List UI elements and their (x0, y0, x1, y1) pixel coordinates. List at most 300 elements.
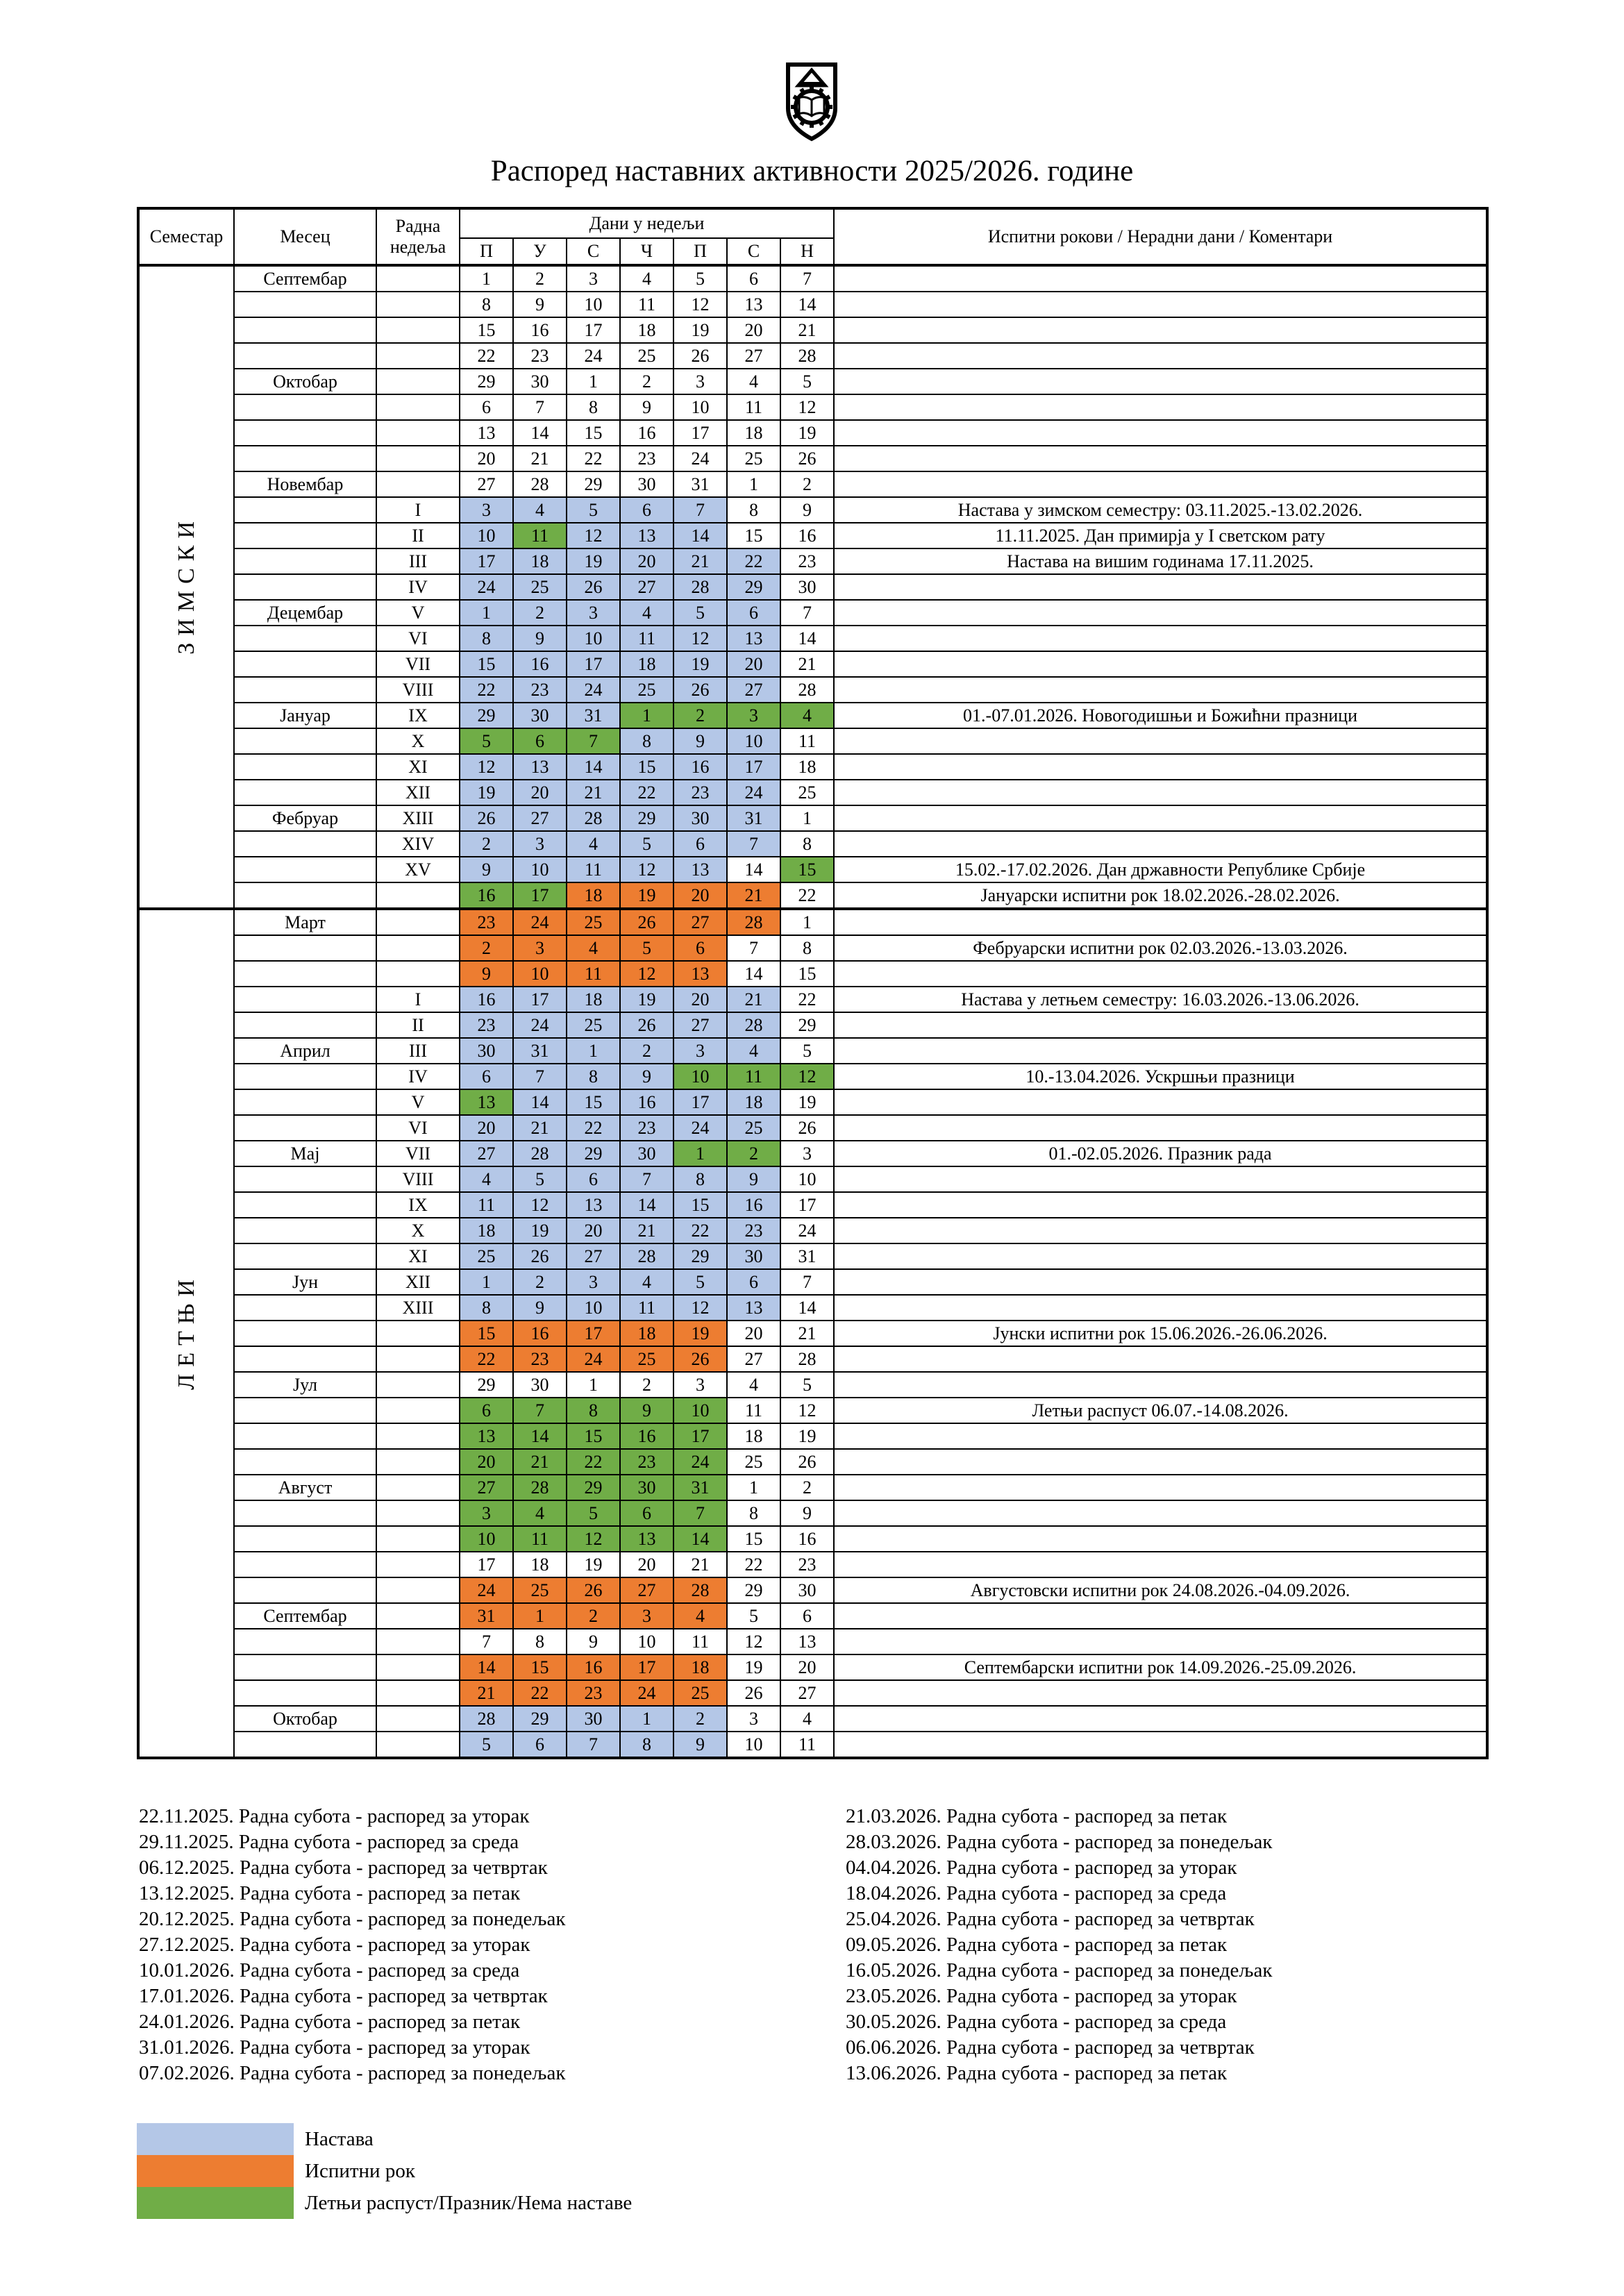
week-row (138, 1012, 1487, 1038)
day-cell: 19 (673, 317, 727, 343)
work-week-number (376, 1552, 460, 1577)
day-cell: 28 (780, 343, 834, 369)
legend (137, 2123, 632, 2219)
week-row (138, 1526, 1487, 1552)
day-cell: 7 (780, 600, 834, 626)
month-cell (234, 1680, 376, 1706)
day-cell: 26 (673, 677, 727, 703)
day-cell: 5 (780, 1038, 834, 1064)
day-cell: 11 (727, 394, 780, 420)
day-cell: 20 (727, 651, 780, 677)
comment-cell (834, 831, 1487, 857)
day-cell: 8 (460, 292, 513, 317)
day-cell: 28 (673, 1577, 727, 1603)
day-cell: 29 (460, 369, 513, 394)
comment-cell (834, 805, 1487, 831)
work-week-number: V (376, 600, 460, 626)
day-cell: 21 (567, 780, 620, 805)
week-row (138, 703, 1487, 728)
day-cell: 14 (780, 1295, 834, 1321)
legend-label: Испитни рок (305, 2159, 415, 2182)
day-cell: 30 (460, 1038, 513, 1064)
month-cell (234, 728, 376, 754)
day-cell: 3 (727, 1706, 780, 1732)
day-cell: 26 (673, 1346, 727, 1372)
week-row (138, 626, 1487, 651)
day-cell: 1 (727, 1475, 780, 1500)
day-cell: 11 (727, 1398, 780, 1423)
day-cell: 24 (513, 909, 567, 935)
day-cell: 2 (727, 1141, 780, 1166)
header-day-letter-mon: П (460, 238, 513, 265)
work-week-number (376, 1449, 460, 1475)
day-cell: 28 (513, 1141, 567, 1166)
day-cell: 21 (673, 1552, 727, 1577)
day-cell: 17 (460, 548, 513, 574)
day-cell: 27 (620, 574, 673, 600)
comment-cell (834, 909, 1487, 935)
month-cell (234, 1526, 376, 1552)
day-cell: 27 (620, 1577, 673, 1603)
day-cell: 22 (513, 1680, 567, 1706)
month-cell (234, 1012, 376, 1038)
working-saturday-entry: 13.12.2025. Радна субота - распоред за петак (139, 1882, 521, 1904)
month-cell (234, 935, 376, 961)
comment-cell: Јануарски испитни рок 18.02.2026.-28.02.2026. (834, 882, 1487, 909)
week-row (138, 420, 1487, 446)
day-cell: 30 (673, 805, 727, 831)
comment-cell (834, 1526, 1487, 1552)
day-cell: 28 (673, 574, 727, 600)
day-cell: 24 (513, 1012, 567, 1038)
day-cell: 27 (727, 1346, 780, 1372)
work-week-number (376, 1398, 460, 1423)
comment-cell: 15.02.-17.02.2026. Дан државности Републике Србије (834, 857, 1487, 882)
day-cell: 9 (780, 1500, 834, 1526)
day-cell: 2 (513, 1269, 567, 1295)
month-cell: Децембар (234, 600, 376, 626)
day-cell: 20 (460, 1115, 513, 1141)
day-cell: 9 (727, 1166, 780, 1192)
month-cell (234, 1398, 376, 1423)
legend-row (137, 2155, 632, 2187)
working-saturday-entry: 06.12.2025. Радна субота - распоред за четвртак (139, 1857, 548, 1879)
work-week-number (376, 420, 460, 446)
calendar-body (138, 265, 1487, 1758)
day-cell: 30 (727, 1243, 780, 1269)
comment-cell: 01.-07.01.2026. Новогодишњи и Божићни празници (834, 703, 1487, 728)
day-cell: 25 (727, 446, 780, 471)
week-row (138, 497, 1487, 523)
day-cell: 16 (460, 987, 513, 1012)
day-cell: 10 (567, 1295, 620, 1321)
week-row (138, 857, 1487, 882)
month-cell: Октобар (234, 369, 376, 394)
week-row (138, 1372, 1487, 1398)
day-cell: 7 (567, 1732, 620, 1758)
month-cell (234, 1500, 376, 1526)
work-week-number: VIII (376, 677, 460, 703)
day-cell: 24 (673, 446, 727, 471)
day-cell: 26 (567, 574, 620, 600)
day-cell: 12 (673, 292, 727, 317)
month-cell (234, 1449, 376, 1475)
day-cell: 9 (513, 292, 567, 317)
day-cell: 13 (673, 961, 727, 987)
day-cell: 9 (673, 1732, 727, 1758)
month-cell: Фебруар (234, 805, 376, 831)
work-week-number (376, 1321, 460, 1346)
comment-cell (834, 1423, 1487, 1449)
day-cell: 15 (673, 1192, 727, 1218)
day-cell: 2 (620, 369, 673, 394)
day-cell: 6 (567, 1166, 620, 1192)
day-cell: 21 (620, 1218, 673, 1243)
header-day-letter-sun: Н (780, 238, 834, 265)
month-cell (234, 882, 376, 909)
month-cell (234, 497, 376, 523)
work-week-number (376, 1577, 460, 1603)
day-cell: 10 (513, 857, 567, 882)
week-row (138, 446, 1487, 471)
day-cell: 6 (460, 1064, 513, 1089)
work-week-number: II (376, 1012, 460, 1038)
month-cell: Септембар (234, 1603, 376, 1629)
week-row (138, 1064, 1487, 1089)
day-cell: 23 (460, 1012, 513, 1038)
day-cell: 1 (780, 909, 834, 935)
day-cell: 16 (460, 882, 513, 909)
work-week-number: X (376, 728, 460, 754)
day-cell: 16 (673, 754, 727, 780)
work-week-number (376, 1500, 460, 1526)
comment-cell (834, 265, 1487, 292)
day-cell: 28 (513, 1475, 567, 1500)
week-row (138, 1706, 1487, 1732)
day-cell: 5 (727, 1603, 780, 1629)
day-cell: 11 (513, 1526, 567, 1552)
day-cell: 15 (460, 651, 513, 677)
header-day-letter-thu: Ч (620, 238, 673, 265)
day-cell: 28 (780, 1346, 834, 1372)
day-cell: 12 (727, 1629, 780, 1654)
day-cell: 22 (567, 1449, 620, 1475)
work-week-number (376, 471, 460, 497)
working-saturday-entry: 09.05.2026. Радна субота - распоред за петак (846, 1934, 1228, 1956)
day-cell: 19 (673, 651, 727, 677)
day-cell: 24 (460, 574, 513, 600)
day-cell: 26 (780, 1115, 834, 1141)
month-cell (234, 548, 376, 574)
day-cell: 2 (460, 935, 513, 961)
day-cell: 10 (673, 394, 727, 420)
comment-cell (834, 1552, 1487, 1577)
day-cell: 1 (620, 1706, 673, 1732)
month-cell (234, 317, 376, 343)
work-week-number (376, 961, 460, 987)
comment-cell (834, 1243, 1487, 1269)
day-cell: 22 (460, 677, 513, 703)
day-cell: 23 (513, 343, 567, 369)
work-week-number: IV (376, 574, 460, 600)
day-cell: 25 (620, 677, 673, 703)
month-cell (234, 1192, 376, 1218)
day-cell: 14 (513, 420, 567, 446)
week-row (138, 780, 1487, 805)
day-cell: 16 (567, 1654, 620, 1680)
month-cell (234, 1064, 376, 1089)
day-cell: 4 (460, 1166, 513, 1192)
week-row (138, 394, 1487, 420)
day-cell: 13 (620, 523, 673, 548)
day-cell: 6 (620, 497, 673, 523)
day-cell: 1 (460, 1269, 513, 1295)
day-cell: 9 (567, 1629, 620, 1654)
comment-cell (834, 446, 1487, 471)
week-row (138, 935, 1487, 961)
day-cell: 14 (673, 523, 727, 548)
month-cell (234, 1346, 376, 1372)
day-cell: 23 (620, 1115, 673, 1141)
day-cell: 31 (727, 805, 780, 831)
day-cell: 16 (513, 317, 567, 343)
work-week-number (376, 1706, 460, 1732)
day-cell: 4 (727, 369, 780, 394)
day-cell: 4 (513, 497, 567, 523)
semester-label-summer: ЛЕТЊИ (138, 909, 234, 1758)
week-row (138, 987, 1487, 1012)
comment-cell: Септембарски испитни рок 14.09.2026.-25.09.2026. (834, 1654, 1487, 1680)
day-cell: 12 (567, 523, 620, 548)
comment-cell (834, 292, 1487, 317)
day-cell: 5 (673, 265, 727, 292)
day-cell: 27 (460, 471, 513, 497)
work-week-number (376, 1654, 460, 1680)
day-cell: 2 (673, 703, 727, 728)
day-cell: 21 (673, 548, 727, 574)
day-cell: 7 (620, 1166, 673, 1192)
work-week-number: XV (376, 857, 460, 882)
working-saturday-entry: 17.01.2026. Радна субота - распоред за четвртак (139, 1985, 548, 2007)
work-week-number: XII (376, 780, 460, 805)
day-cell: 19 (620, 882, 673, 909)
work-week-number (376, 265, 460, 292)
day-cell: 14 (673, 1526, 727, 1552)
working-saturday-entry: 28.03.2026. Радна субота - распоред за понедељак (846, 1831, 1273, 1853)
month-cell (234, 1423, 376, 1449)
day-cell: 11 (620, 626, 673, 651)
month-cell (234, 1218, 376, 1243)
week-row (138, 369, 1487, 394)
day-cell: 15 (780, 961, 834, 987)
day-cell: 30 (513, 703, 567, 728)
day-cell: 2 (673, 1706, 727, 1732)
day-cell: 2 (513, 600, 567, 626)
working-saturday-entry: 22.11.2025. Радна субота - распоред за уторак (139, 1805, 530, 1827)
week-row (138, 1654, 1487, 1680)
day-cell: 26 (513, 1243, 567, 1269)
day-cell: 1 (780, 805, 834, 831)
week-row (138, 1732, 1487, 1758)
week-row (138, 292, 1487, 317)
comment-cell (834, 961, 1487, 987)
header-work-week: Радна недеља (376, 208, 460, 265)
day-cell: 18 (567, 987, 620, 1012)
day-cell: 2 (620, 1038, 673, 1064)
day-cell: 14 (567, 754, 620, 780)
day-cell: 22 (673, 1218, 727, 1243)
week-row (138, 1680, 1487, 1706)
comment-cell (834, 780, 1487, 805)
week-row (138, 1141, 1487, 1166)
day-cell: 26 (620, 1012, 673, 1038)
work-week-number (376, 1423, 460, 1449)
day-cell: 26 (727, 1680, 780, 1706)
month-cell (234, 1629, 376, 1654)
day-cell: 23 (620, 1449, 673, 1475)
working-saturday-entry: 31.01.2026. Радна субота - распоред за уторак (139, 2036, 530, 2059)
working-saturday-entry: 18.04.2026. Радна субота - распоред за среда (846, 1882, 1227, 1904)
day-cell: 23 (513, 1346, 567, 1372)
day-cell: 20 (460, 446, 513, 471)
day-cell: 12 (620, 961, 673, 987)
day-cell: 3 (567, 1269, 620, 1295)
work-week-number: XIII (376, 805, 460, 831)
day-cell: 24 (673, 1449, 727, 1475)
month-cell (234, 343, 376, 369)
work-week-number: VII (376, 1141, 460, 1166)
day-cell: 14 (727, 961, 780, 987)
day-cell: 7 (460, 1629, 513, 1654)
day-cell: 25 (673, 1680, 727, 1706)
working-saturday-entry: 16.05.2026. Радна субота - распоред за понедељак (846, 1959, 1273, 1981)
day-cell: 28 (620, 1243, 673, 1269)
week-row (138, 343, 1487, 369)
day-cell: 27 (460, 1141, 513, 1166)
day-cell: 7 (727, 935, 780, 961)
day-cell: 14 (620, 1192, 673, 1218)
day-cell: 9 (620, 1064, 673, 1089)
day-cell: 18 (620, 317, 673, 343)
schedule-table (137, 207, 1489, 1759)
day-cell: 11 (780, 728, 834, 754)
working-saturday-entry: 07.02.2026. Радна субота - распоред за понедељак (139, 2062, 566, 2084)
day-cell: 11 (567, 857, 620, 882)
day-cell: 19 (780, 1089, 834, 1115)
work-week-number (376, 446, 460, 471)
day-cell: 5 (620, 935, 673, 961)
day-cell: 22 (567, 446, 620, 471)
day-cell: 25 (727, 1115, 780, 1141)
day-cell: 13 (673, 857, 727, 882)
comment-cell (834, 600, 1487, 626)
week-row (138, 831, 1487, 857)
day-cell: 2 (620, 1372, 673, 1398)
week-row (138, 1449, 1487, 1475)
day-cell: 24 (567, 343, 620, 369)
day-cell: 4 (780, 1706, 834, 1732)
comment-cell (834, 1115, 1487, 1141)
day-cell: 6 (460, 394, 513, 420)
day-cell: 30 (513, 369, 567, 394)
day-cell: 25 (567, 1012, 620, 1038)
work-week-number: III (376, 548, 460, 574)
legend-row (137, 2187, 632, 2219)
week-row (138, 1243, 1487, 1269)
month-cell (234, 394, 376, 420)
month-cell: Октобар (234, 1706, 376, 1732)
day-cell: 13 (780, 1629, 834, 1654)
day-cell: 12 (780, 1064, 834, 1089)
comment-cell (834, 1089, 1487, 1115)
day-cell: 6 (513, 728, 567, 754)
day-cell: 14 (513, 1089, 567, 1115)
comment-cell (834, 574, 1487, 600)
day-cell: 2 (780, 471, 834, 497)
week-row (138, 1346, 1487, 1372)
day-cell: 29 (567, 471, 620, 497)
day-cell: 16 (513, 651, 567, 677)
day-cell: 9 (460, 857, 513, 882)
day-cell: 21 (513, 446, 567, 471)
day-cell: 25 (727, 1449, 780, 1475)
day-cell: 3 (567, 265, 620, 292)
working-saturday-entry: 13.06.2026. Радна субота - распоред за петак (846, 2062, 1228, 2084)
legend-label: Летњи распуст/Празник/Нема наставе (305, 2191, 633, 2214)
day-cell: 18 (460, 1218, 513, 1243)
day-cell: 18 (673, 1654, 727, 1680)
week-row (138, 909, 1487, 935)
day-cell: 6 (673, 831, 727, 857)
day-cell: 12 (567, 1526, 620, 1552)
day-cell: 4 (673, 1603, 727, 1629)
work-week-number: IX (376, 1192, 460, 1218)
week-row (138, 1269, 1487, 1295)
day-cell: 5 (780, 369, 834, 394)
header-comments: Испитни рокови / Нерадни дани / Коментари (834, 208, 1487, 265)
work-week-number (376, 909, 460, 935)
day-cell: 7 (673, 497, 727, 523)
day-cell: 15 (727, 523, 780, 548)
work-week-number: VIII (376, 1166, 460, 1192)
day-cell: 6 (780, 1603, 834, 1629)
day-cell: 15 (620, 754, 673, 780)
day-cell: 1 (460, 600, 513, 626)
working-saturdays-list-left (139, 1804, 565, 2086)
day-cell: 16 (727, 1192, 780, 1218)
header-day-letter-fri: П (673, 238, 727, 265)
day-cell: 16 (780, 523, 834, 548)
schedule-table-header (138, 208, 1487, 265)
day-cell: 31 (567, 703, 620, 728)
day-cell: 10 (620, 1629, 673, 1654)
comment-cell (834, 1218, 1487, 1243)
day-cell: 28 (460, 1706, 513, 1732)
day-cell: 3 (780, 1141, 834, 1166)
semester-label-winter: ЗИМСКИ (138, 265, 234, 909)
week-row (138, 548, 1487, 574)
comment-cell: Летњи распуст 06.07.-14.08.2026. (834, 1398, 1487, 1423)
work-week-number (376, 882, 460, 909)
day-cell: 29 (567, 1475, 620, 1500)
day-cell: 15 (727, 1526, 780, 1552)
day-cell: 11 (460, 1192, 513, 1218)
day-cell: 12 (620, 857, 673, 882)
day-cell: 11 (620, 1295, 673, 1321)
day-cell: 14 (513, 1423, 567, 1449)
day-cell: 19 (727, 1654, 780, 1680)
comment-cell (834, 1012, 1487, 1038)
